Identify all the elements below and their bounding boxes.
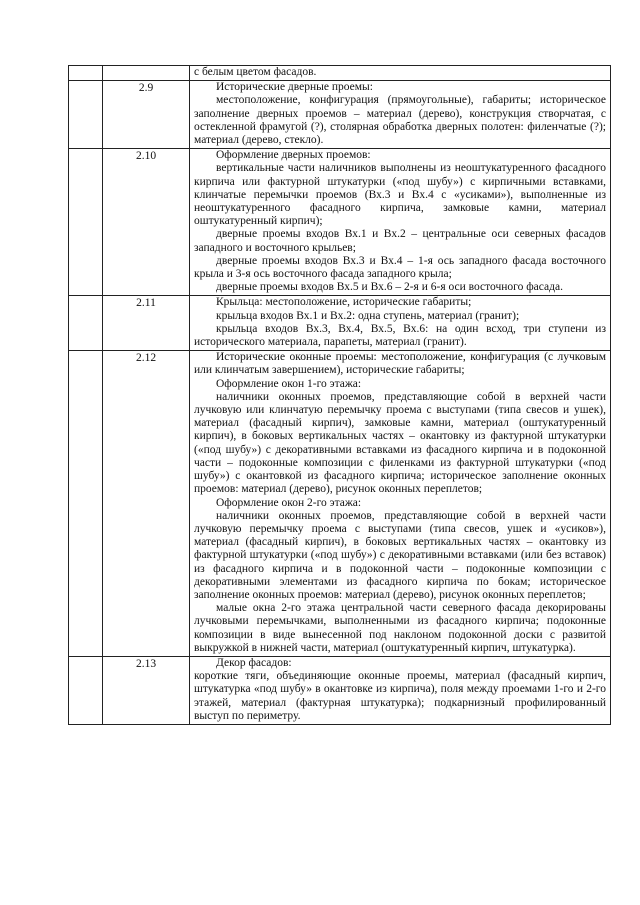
table-row <box>69 656 611 724</box>
item-description <box>190 149 611 296</box>
item-description <box>190 656 611 724</box>
item-description <box>190 351 611 657</box>
item-description <box>190 66 611 81</box>
paragraph: дверные проемы входов Вх.5 и Вх.6 – 2-я и 6-я оси восточного фасада. <box>216 281 563 294</box>
paragraph: наличники оконных проемов, представляющие собой в верхней части лучковую или клинчатую перемычку проема с выступами (типа свесов и ушек), материал (фасадный кирпич), замковые камни, материал (оштукатуренный кирпич), в боковых вертикальных частях – окантовку из фактурной штукатурки («под шубу») с декоративными вставками из фасадного кирпича и в подоконной части – подоконные композиции с филенками из фактурной штукатурки («под шубу») с окантовкой из фасадного кирпича; историческое заполнение оконных проемов: материал (дерево), рисунок оконных переплетов; <box>194 390 606 496</box>
paragraph: короткие тяги, объединяющие оконные проемы, материал (фасадный кирпич, штукатурка «под шубу» в окантовке из кирпича), поля между проемами 1-го и 2-го этажей, материал (фактурная штукатурка); подкарнизный профилированный выступ по периметру. <box>194 670 606 722</box>
paragraph: малые окна 2-го этажа центральной части северного фасада декорированы лучковыми перемычками, выполненными из фасадного кирпича; подоконные композиции в виде вынесенной под наклоном подоконной доски с развитой выкружкой в нижней части, материал (оштукатуренный кирпич, штукатурка). <box>194 602 606 654</box>
paragraph: наличники оконных проемов, представляющие собой в верхней части лучковую перемычку проема с выступами (типа свесов, ушек и «усиков»), материал (фасадный кирпич), в боковых вертикальных частях – окантовку из фактурной штукатурки («под шубу») с декоративными вставками (или без вставок) из фасадного кирпича и в подоконной части – подоконные композиции с декоративными элементами из фасадного кирпича по бокам; историческое заполнение оконных проемов: материал (дерево), рисунок оконных переплетов; <box>194 509 606 601</box>
item-number: 2.12 <box>103 351 190 657</box>
paragraph: Исторические дверные проемы: <box>216 81 373 94</box>
item-description <box>190 296 611 351</box>
item-number: 2.13 <box>103 656 190 724</box>
table-row <box>69 149 611 296</box>
item-number <box>103 66 190 81</box>
blank-cell <box>69 656 103 724</box>
paragraph: местоположение, конфигурация (прямоугольные), габариты; историческое заполнение дверных проемов – материал (дерево), конструкция створчатая, с остекленной фрамугой (?), столярная обработка дверных полотен: филенчатые (?); материал (дерево, стекло). <box>194 94 606 147</box>
table-row <box>69 66 611 81</box>
paragraph: Оформление дверных проемов: <box>216 149 371 162</box>
blank-cell <box>69 296 103 351</box>
paragraph: дверные проемы входов Вх.1 и Вх.2 – центральные оси северных фасадов западного и восточного крыльев; <box>194 228 606 254</box>
document-table <box>68 65 611 725</box>
item-number: 2.9 <box>103 81 190 149</box>
paragraph: вертикальные части наличников выполнены из неоштукатуренного фасадного кирпича или фактурной штукатурки («под шубу») с кирпичными вставками, клинчатые перемычки проемов (Вх.3 и Вх.4 с «усиками»), выполненные из неоштукатуренного фасадного кирпича, замковые камни, материал оштукатуренный кирпич); <box>194 162 606 228</box>
table-row <box>69 296 611 351</box>
paragraph: Декор фасадов: <box>216 656 292 669</box>
item-number: 2.10 <box>103 149 190 296</box>
item-description <box>190 81 611 149</box>
table-row <box>69 351 611 657</box>
paragraph: Исторические оконные проемы: местоположение, конфигурация (с лучковым или клинчатым завершением), исторические габариты; <box>194 351 606 377</box>
paragraph: Оформление окон 1-го этажа: <box>216 377 362 390</box>
table-row <box>69 81 611 149</box>
item-number: 2.11 <box>103 296 190 351</box>
paragraph: крыльца входов Вх.1 и Вх.2: одна ступень, материал (гранит); <box>216 309 520 322</box>
paragraph: Оформление окон 2-го этажа: <box>216 496 362 509</box>
blank-cell <box>69 66 103 81</box>
paragraph: Крыльца: местоположение, исторические габариты; <box>216 296 472 309</box>
blank-cell <box>69 81 103 149</box>
paragraph: дверные проемы входов Вх.3 и Вх.4 – 1-я ось западного фасада восточного крыла и 3-я ось восточного фасада западного крыла; <box>194 254 606 281</box>
table-body <box>69 66 611 725</box>
blank-cell <box>69 351 103 657</box>
blank-cell <box>69 149 103 296</box>
paragraph: крыльца входов Вх.3, Вх.4, Вх.5, Вх.6: на один всход, три ступени из исторического материала, парапеты, материал (гранит). <box>194 322 606 349</box>
paragraph: с белым цветом фасадов. <box>194 66 317 78</box>
